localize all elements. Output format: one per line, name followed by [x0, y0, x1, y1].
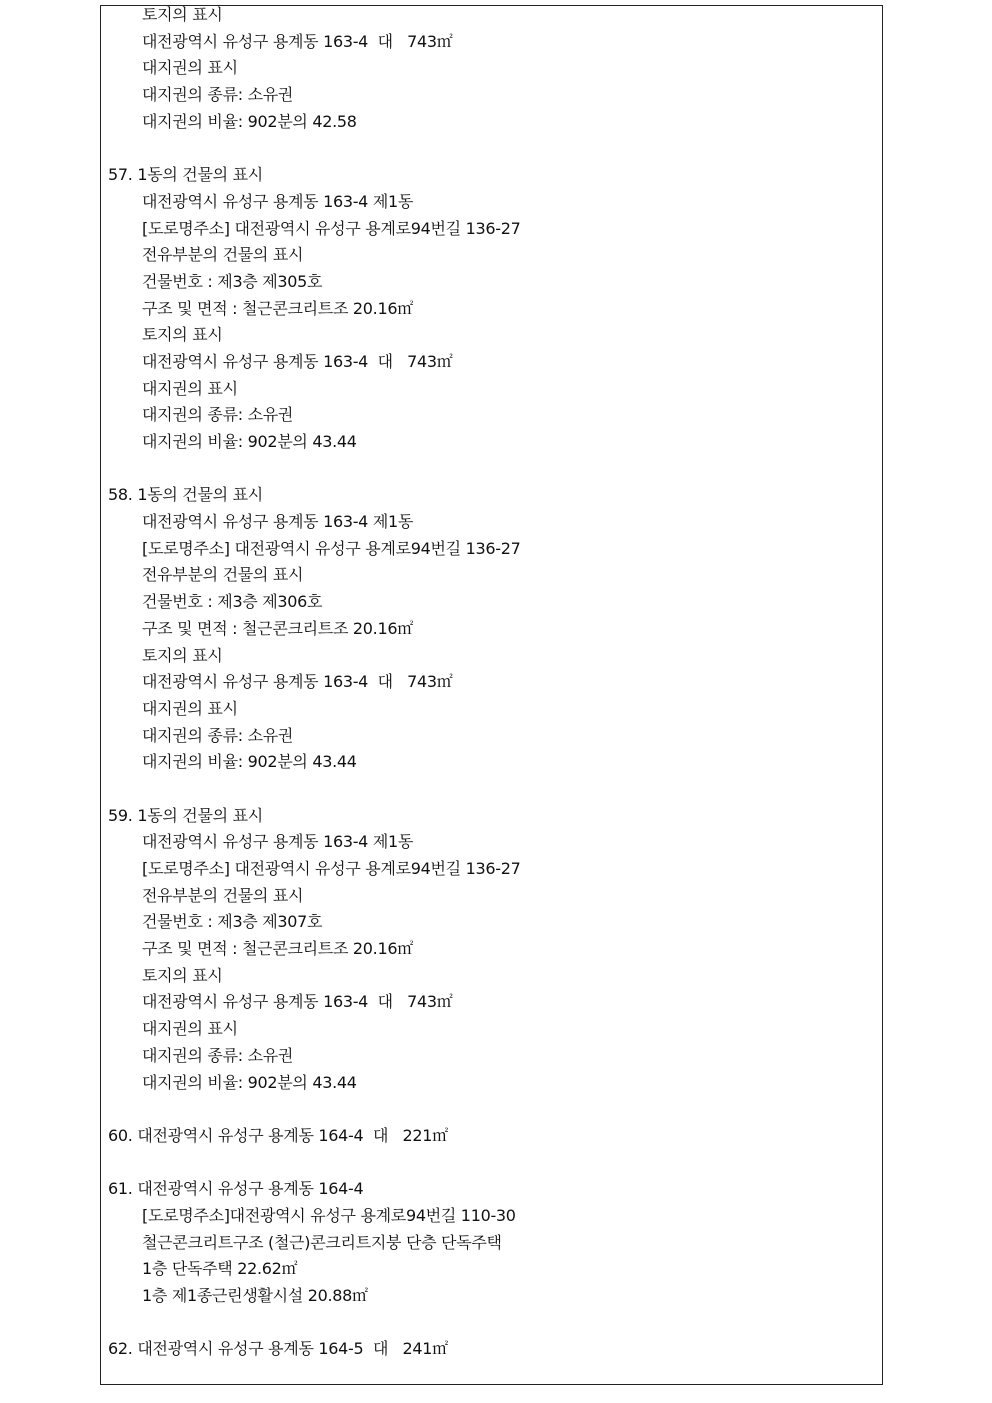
- entry-header: 61. 대전광역시 유성구 용계동 164-4: [108, 1179, 364, 1199]
- entry-line: 대전광역시 유성구 용계동 163-4 대 743㎡: [142, 992, 453, 1012]
- entry-62: [108, 1336, 878, 1363]
- entry-line: 대지권의 표시: [142, 1019, 238, 1039]
- spacer: [108, 776, 878, 803]
- entry-line: 대전광역시 유성구 용계동 163-4 제1동: [142, 512, 414, 532]
- entry-line: 철근콘크리트구조 (철근)콘크리트지붕 단층 단독주택: [142, 1232, 502, 1252]
- entry-59: [108, 803, 878, 1097]
- entry-line: 전유부분의 건물의 표시: [142, 245, 304, 265]
- entry-line: 대지권의 종류: 소유권: [142, 405, 294, 425]
- entry-header: 60. 대전광역시 유성구 용계동 164-4 대 221㎡: [108, 1125, 448, 1145]
- entry-60: [108, 1123, 878, 1150]
- entry-61: [108, 1176, 878, 1309]
- entry-line: 대전광역시 유성구 용계동 163-4 제1동: [142, 832, 414, 852]
- entry-line: 대지권의 종류: 소유권: [142, 725, 294, 745]
- entry-line: 토지의 표시: [142, 645, 223, 665]
- document-content: [108, 2, 878, 1363]
- entry-line: 대전광역시 유성구 용계동 163-4 대 743㎡: [142, 351, 453, 371]
- spacer: [108, 456, 878, 483]
- entry-line: 대전광역시 유성구 용계동 163-4 대 743㎡: [142, 672, 453, 692]
- entry-line: 구조 및 면적 : 철근콘크리트조 20.16㎡: [142, 939, 413, 959]
- land-heading: 토지의 표시: [142, 5, 223, 24]
- entry-line: 1층 제1종근린생활시설 20.88㎡: [142, 1286, 368, 1305]
- entry-line: 대지권의 표시: [142, 698, 238, 718]
- entry-line: 구조 및 면적 : 철근콘크리트조 20.16㎡: [142, 618, 413, 638]
- entry-line: 대전광역시 유성구 용계동 163-4 제1동: [142, 191, 414, 211]
- spacer: [108, 1096, 878, 1123]
- entry-line: 대지권의 종류: 소유권: [142, 1045, 294, 1065]
- entry-line: 1층 단독주택 22.62㎡: [142, 1259, 298, 1279]
- entry-header: 57. 1동의 건물의 표시: [108, 165, 263, 185]
- entry-line: 대지권의 표시: [142, 378, 238, 398]
- spacer: [108, 1150, 878, 1177]
- entry-line: 대지권의 비율: 902분의 43.44: [142, 1072, 357, 1092]
- entry-line: [도로명주소]대전광역시 유성구 용계로94번길 110-30: [142, 1205, 516, 1225]
- entry-58: [108, 482, 878, 776]
- entry-header: 62. 대전광역시 유성구 용계동 164-5 대 241㎡: [108, 1339, 448, 1359]
- top-block: [108, 2, 878, 135]
- entry-line: 건물번호 : 제3층 제307호: [142, 912, 323, 932]
- land-line: 대전광역시 유성구 용계동 163-4 대 743㎡: [142, 31, 453, 51]
- entry-line: [도로명주소] 대전광역시 유성구 용계로94번길 136-27: [142, 218, 521, 238]
- entry-line: 대지권의 비율: 902분의 43.44: [142, 432, 357, 451]
- land-right-ratio: 대지권의 비율: 902분의 42.58: [142, 111, 357, 131]
- spacer: [108, 135, 878, 162]
- entry-header: 58. 1동의 건물의 표시: [108, 485, 263, 505]
- entry-line: 전유부분의 건물의 표시: [142, 885, 304, 905]
- entry-line: [도로명주소] 대전광역시 유성구 용계로94번길 136-27: [142, 538, 521, 558]
- entry-line: 구조 및 면적 : 철근콘크리트조 20.16㎡: [142, 298, 413, 318]
- land-right-heading: 대지권의 표시: [142, 58, 238, 78]
- entry-line: [도로명주소] 대전광역시 유성구 용계로94번길 136-27: [142, 859, 521, 878]
- entry-line: 토지의 표시: [142, 325, 223, 345]
- land-right-type: 대지권의 종류: 소유권: [142, 85, 294, 105]
- entry-header: 59. 1동의 건물의 표시: [108, 805, 263, 825]
- entry-line: 토지의 표시: [142, 965, 223, 985]
- entry-line: 건물번호 : 제3층 제305호: [142, 271, 323, 291]
- spacer: [108, 1310, 878, 1337]
- entry-line: 전유부분의 건물의 표시: [142, 565, 304, 585]
- entry-line: 건물번호 : 제3층 제306호: [142, 592, 323, 612]
- entry-line: 대지권의 비율: 902분의 43.44: [142, 752, 357, 772]
- entry-57: [108, 162, 878, 456]
